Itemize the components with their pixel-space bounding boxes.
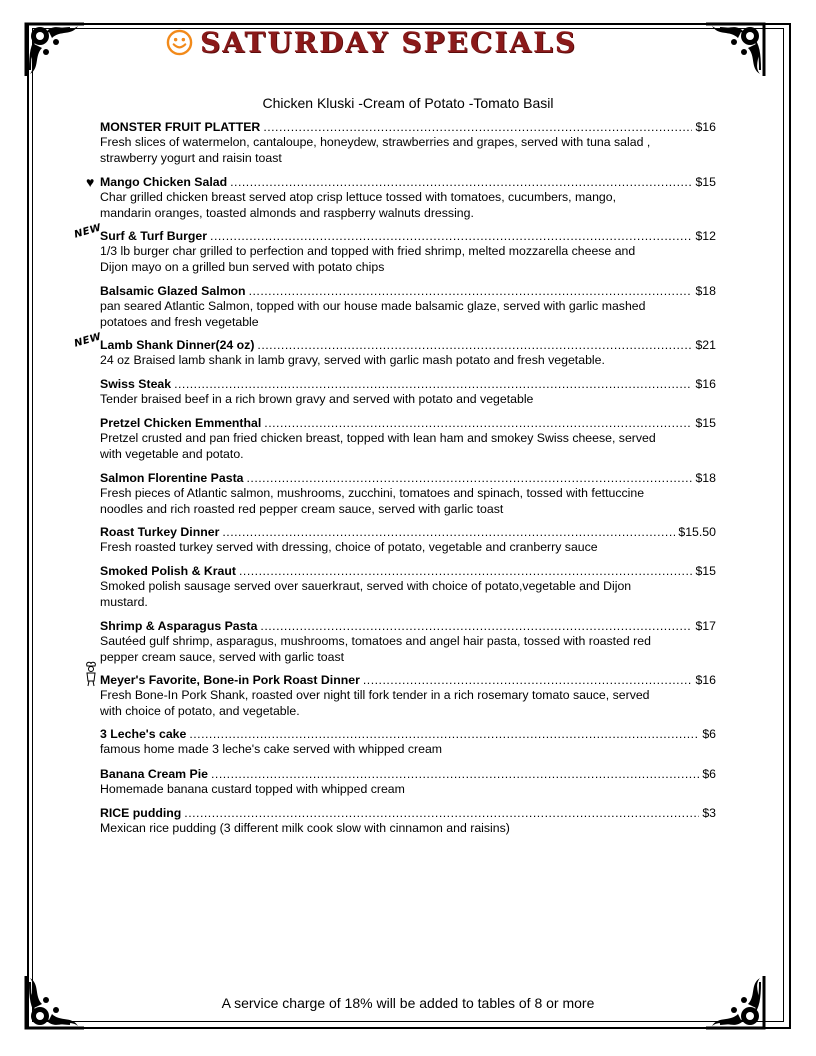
dot-leader — [363, 673, 693, 688]
dot-leader — [189, 727, 699, 742]
item-description: Char grilled chicken breast served atop crisp lettuce tossed with tomatoes, cucumbers, mango, mandarin oranges, toasted almonds and raspberry walnuts dressing. — [100, 190, 617, 220]
menu-item — [100, 727, 716, 758]
item-name: Meyer's Favorite, Bone-in Pork Roast Dinner — [100, 673, 360, 687]
soups-line: Chicken Kluski -Cream of Potato -Tomato Basil — [262, 95, 554, 111]
item-name: Lamb Shank Dinner(24 oz) — [100, 338, 255, 352]
dot-leader — [211, 767, 699, 782]
item-name: Surf & Turf Burger — [100, 229, 208, 243]
heart-icon: ♥ — [86, 174, 95, 190]
item-description: Pretzel crusted and pan fried chicken breast, topped with lean ham and smokey Swiss cheese, served with vegetable and potato. — [100, 431, 656, 461]
item-price: $12 — [695, 229, 716, 243]
item-price: $18 — [695, 471, 716, 485]
dot-leader — [247, 471, 693, 486]
smiley-icon — [166, 29, 193, 56]
item-price: $16 — [695, 673, 716, 687]
new-badge: NEW — [73, 331, 103, 350]
item-price: $16 — [695, 377, 716, 391]
menu-item — [100, 284, 716, 330]
corner-flourish-icon — [700, 18, 768, 80]
item-description: Fresh slices of watermelon, cantaloupe, honeydew, strawberries and grapes, served with tuna salad , strawberry yogurt and raisin toast — [100, 135, 651, 165]
item-name: Shrimp & Asparagus Pasta — [100, 619, 258, 633]
menu-item — [100, 564, 716, 610]
item-name: Salmon Florentine Pasta — [100, 471, 244, 485]
item-description: famous home made 3 leche's cake served with whipped cream — [100, 742, 443, 757]
service-charge-note: A service charge of 18% will be added to tables of 8 or more — [221, 995, 595, 1011]
dot-leader — [260, 619, 692, 634]
item-price: $15 — [695, 175, 716, 189]
item-description: Fresh Bone-In Pork Shank, roasted over night till fork tender in a rich rosemary tomato sauce, served with choice of potato, and vegetable. — [100, 688, 650, 718]
item-name: Swiss Steak — [100, 377, 172, 391]
menu-item — [100, 619, 716, 665]
item-price: $21 — [695, 338, 716, 352]
dot-leader — [230, 175, 692, 190]
item-description: Fresh pieces of Atlantic salmon, mushrooms, zucchini, tomatoes and spinach, tossed with fettuccine noodles and rich roasted red pepper cream sauce, served with garlic toast — [100, 486, 645, 516]
item-name: Pretzel Chicken Emmenthal — [100, 416, 262, 430]
item-description: 24 oz Braised lamb shank in lamb gravy, served with garlic mash potato and fresh vegetable. — [100, 353, 605, 368]
item-name: Smoked Polish & Kraut — [100, 564, 236, 578]
item-name: 3 Leche's cake — [100, 727, 187, 741]
dot-leader — [263, 120, 692, 135]
menu-item — [100, 525, 716, 556]
menu-item — [100, 175, 716, 221]
item-name: Banana Cream Pie — [100, 767, 208, 781]
item-price: $16 — [695, 120, 716, 134]
item-price: $17 — [695, 619, 716, 633]
menu-item — [100, 416, 716, 462]
dot-leader — [222, 525, 675, 540]
item-description: Smoked polish sausage served over sauerkraut, served with choice of potato,vegetable and Dijon mustard. — [100, 579, 632, 609]
item-name: Roast Turkey Dinner — [100, 525, 220, 539]
item-description: Fresh roasted turkey served with dressing, choice of potato, vegetable and cranberry sauce — [100, 540, 598, 555]
item-price: $6 — [702, 727, 716, 741]
corner-flourish-icon — [22, 18, 90, 80]
chef-icon — [83, 661, 99, 687]
menu-item — [100, 471, 716, 517]
item-description: Tender braised beef in a rich brown gravy and served with potato and vegetable — [100, 392, 534, 407]
item-description: pan seared Atlantic Salmon, topped with our house made balsamic glaze, served with garlic mashed potatoes and fresh vegetable — [100, 299, 646, 329]
dot-leader — [239, 564, 692, 579]
menu-item — [100, 338, 716, 369]
dot-leader — [264, 416, 692, 431]
item-description: 1/3 lb burger char grilled to perfection and topped with fried shrimp, melted mozzarella cheese and Dijon mayo on a grilled bun served with potato chips — [100, 244, 636, 274]
item-description: Mexican rice pudding (3 different milk cook slow with cinnamon and raisins) — [100, 821, 510, 836]
dot-leader — [210, 229, 692, 244]
menu-item — [100, 767, 716, 798]
menu-item — [100, 377, 716, 408]
item-name: MONSTER FRUIT PLATTER — [100, 120, 261, 134]
item-name: Balsamic Glazed Salmon — [100, 284, 246, 298]
item-price: $3 — [702, 806, 716, 820]
item-price: $15 — [695, 416, 716, 430]
menu-item — [100, 229, 716, 275]
menu-item — [100, 120, 716, 166]
item-price: $15.50 — [678, 525, 716, 539]
dot-leader — [249, 284, 693, 299]
item-price: $15 — [695, 564, 716, 578]
item-price: $18 — [695, 284, 716, 298]
item-name: Mango Chicken Salad — [100, 175, 228, 189]
new-badge: NEW — [73, 222, 103, 241]
item-description: Homemade banana custard topped with whipped cream — [100, 782, 405, 797]
dot-leader — [184, 806, 699, 821]
item-description: Sautéed gulf shrimp, asparagus, mushrooms, tomatoes and angel hair pasta, tossed with roasted red pepper cream sauce, served with garlic toast — [100, 634, 651, 664]
item-price: $6 — [702, 767, 716, 781]
item-name: RICE pudding — [100, 806, 182, 820]
dot-leader — [174, 377, 692, 392]
dot-leader — [257, 338, 692, 353]
menu-item — [100, 806, 716, 837]
page-title: SATURDAY SPECIALS — [200, 26, 577, 59]
menu-item — [100, 673, 716, 719]
